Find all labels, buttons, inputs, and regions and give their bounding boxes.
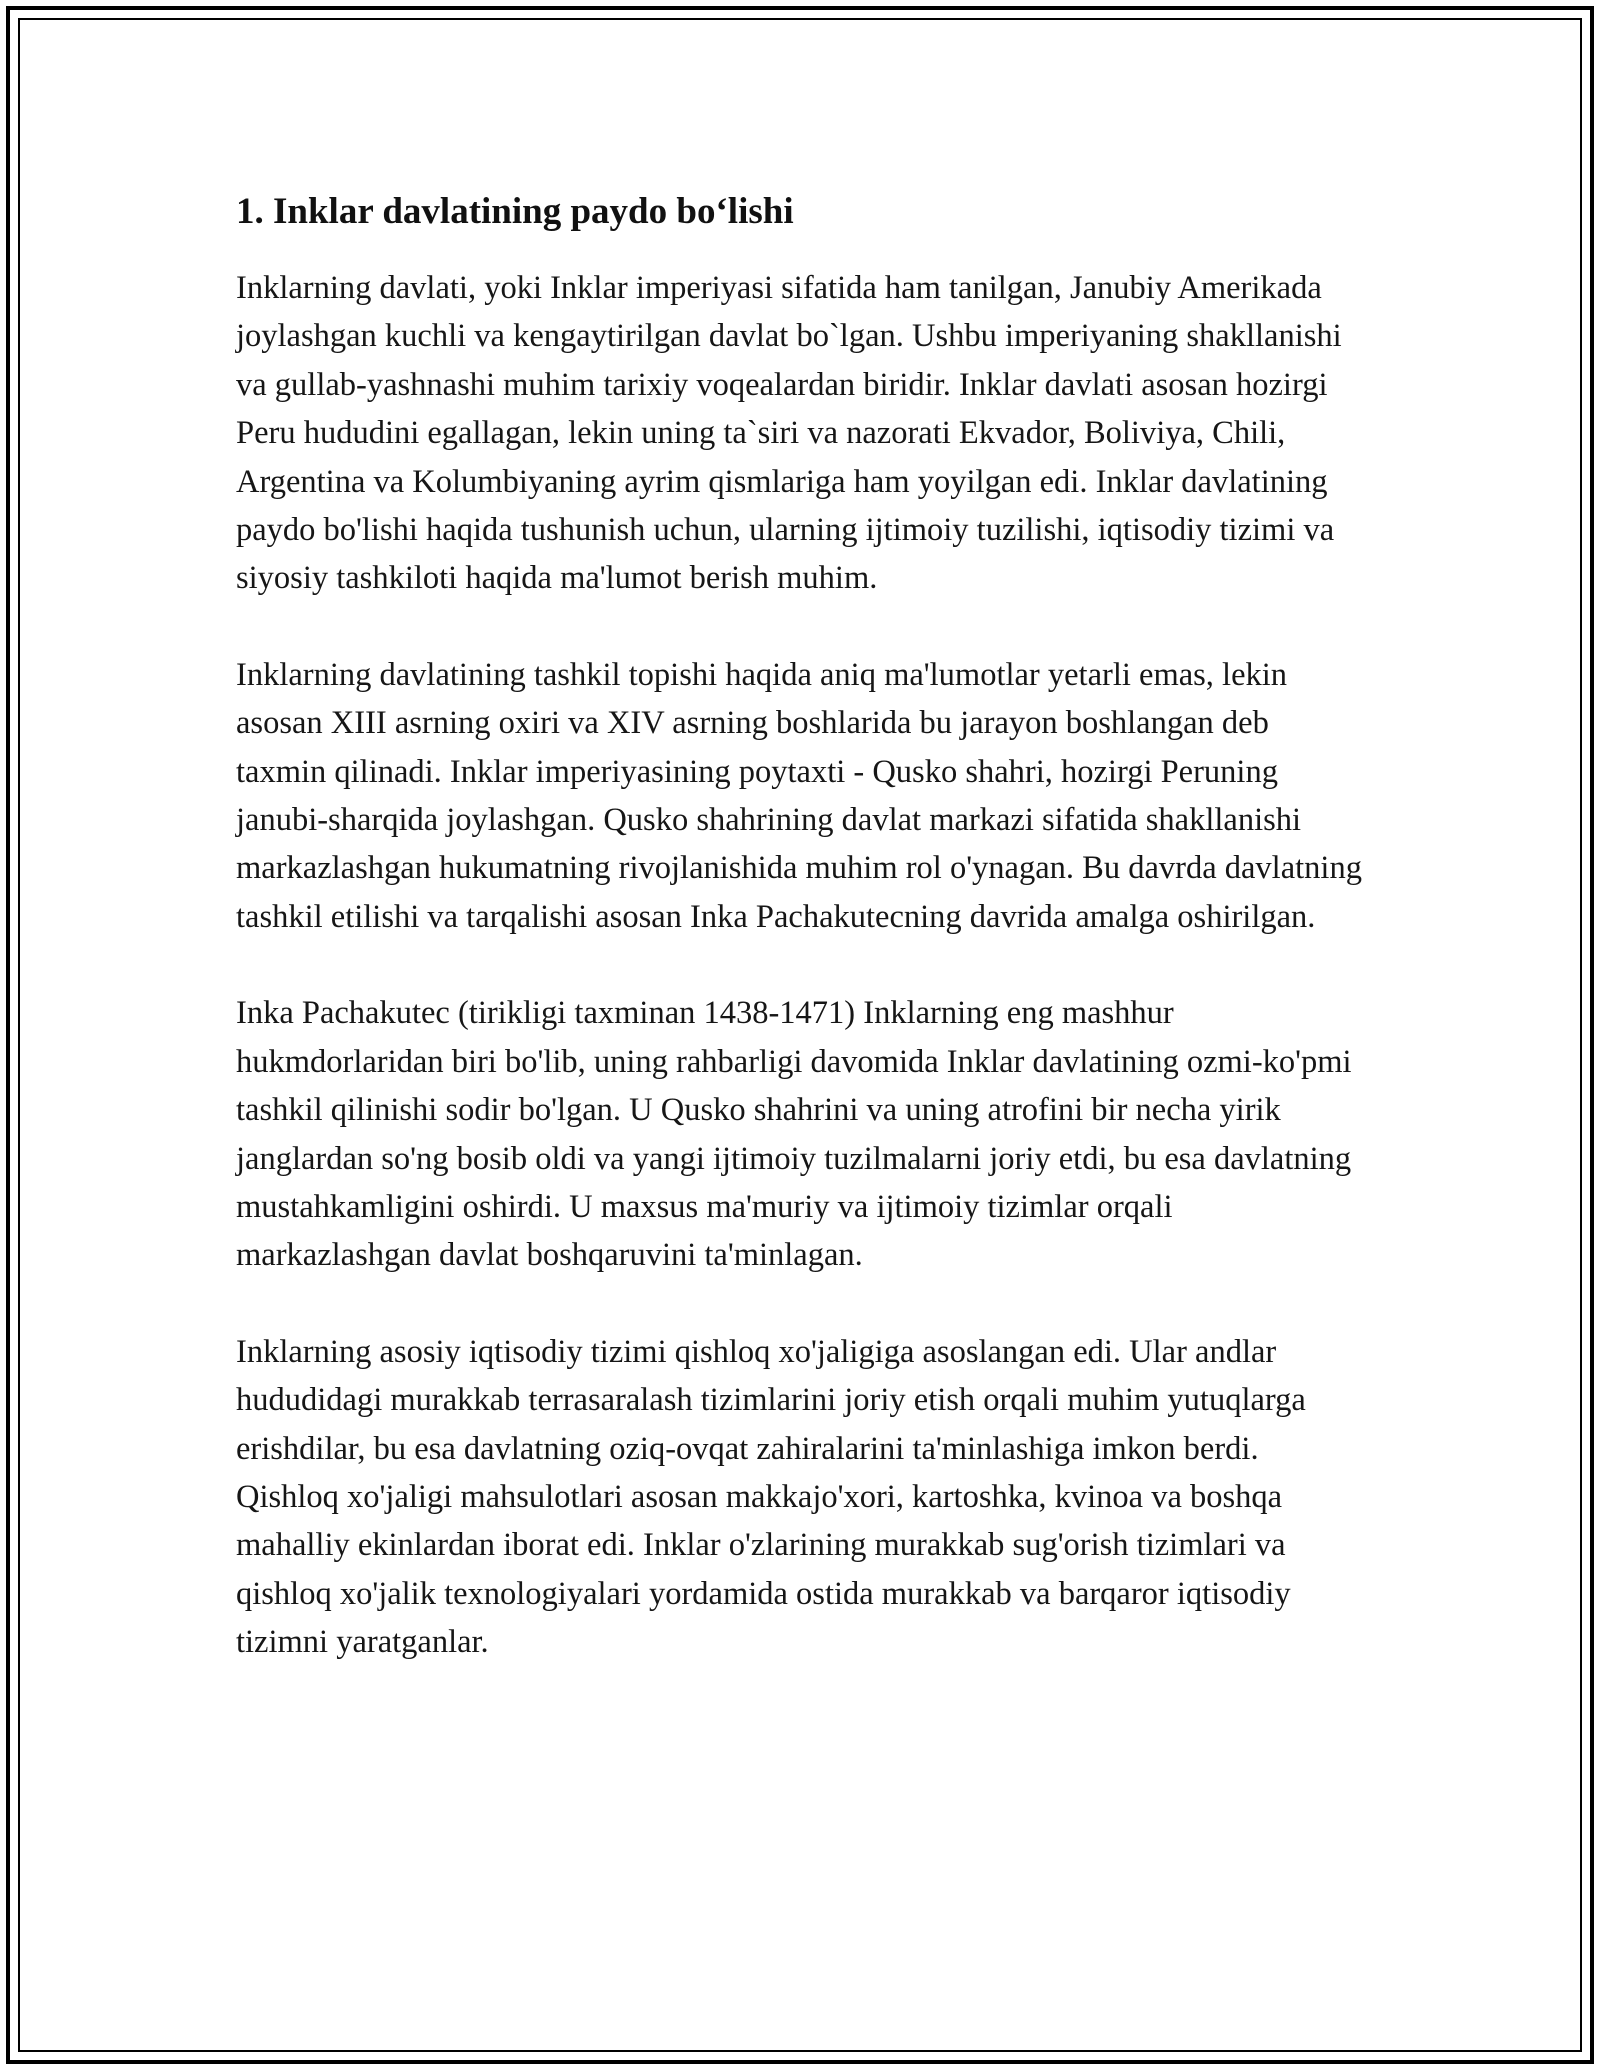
document-body (236, 186, 1366, 1715)
paragraph-4: Inklarning asosiy iqtisodiy tizimi qishloq xo'jaligiga asoslangan edi. Ular andlar hududidagi murakkab terrasaralash tizimlarini joriy etish orqali muhim yutuqlarga erishdilar, bu esa davlatning oziq-ovqat zahiralarini ta'minlashiga imkon berdi. Qishloq xo'jaligi mahsulotlari asosan makkajo'xori, kartoshka, kvinoa va boshqa mahalliy ekinlardan iborat edi. Inklar o'zlarining murakkab sug'orish tizimlari va qishloq xo'jalik texnologiyalari yordamida ostida murakkab va barqaror iqtisodiy tizimni yaratganlar. (236, 1333, 1306, 1661)
paragraph-1: Inklarning davlati, yoki Inklar imperiyasi sifatida ham tanilgan, Janubiy Amerikada joylashgan kuchli va kengaytirilgan davlat bo`lgan. Ushbu imperiyaning shakllanishi va gullab-yashnashi muhim tarixiy voqealardan biridir. Inklar davlati asosan hozirgi Peru hududini egallagan, lekin uning ta`siri va nazorati Ekvador, Boliviya, Chili, Argentina va Kolumbiyaning ayrim qismlariga ham yoyilgan edi. Inklar davlatining paydo bo'lishi haqida tushunish uchun, ularning ijtimoiy tuzilishi, iqtisodiy tizimi va siyosiy tashkiloti haqida ma'lumot berish muhim. (236, 270, 1342, 597)
paragraph-3: Inka Pachakutec (tirikligi taxminan 1438-1471) Inklarning eng mashhur hukmdorlaridan biri bo'lib, uning rahbarligi davomida Inklar davlatining ozmi-ko'pmi tashkil qilinishi sodir bo'lgan. U Qusko shahrini va uning atrofini bir necha yirik janglardan so'ng bosib oldi va yangi ijtimoiy tuzilmalarni joriy etdi, bu esa davlatning mustahkamligini oshirdi. U maxsus ma'muriy va ijtimoiy tizimlar orqali markazlashgan davlat boshqaruvini ta'minlagan. (236, 995, 1352, 1274)
section-heading: 1. Inklar davlatining paydo bo‘lishi (236, 191, 794, 232)
paragraph-2: Inklarning davlatining tashkil topishi haqida aniq ma'lumotlar yetarli emas, lekin asosan XIII asrning oxiri va XIV asrning boshlarida bu jarayon boshlangan deb taxmin qilinadi. Inklar imperiyasining poytaxti - Qusko shahri, hozirgi Peruning janubi-sharqida joylashgan. Qusko shahrining davlat markazi sifatida shakllanishi markazlashgan hukumatning rivojlanishida muhim rol o'ynagan. Bu davrda davlatning tashkil etilishi va tarqalishi asosan Inka Pachakutecning davrida amalga oshirilgan. (236, 656, 1362, 935)
